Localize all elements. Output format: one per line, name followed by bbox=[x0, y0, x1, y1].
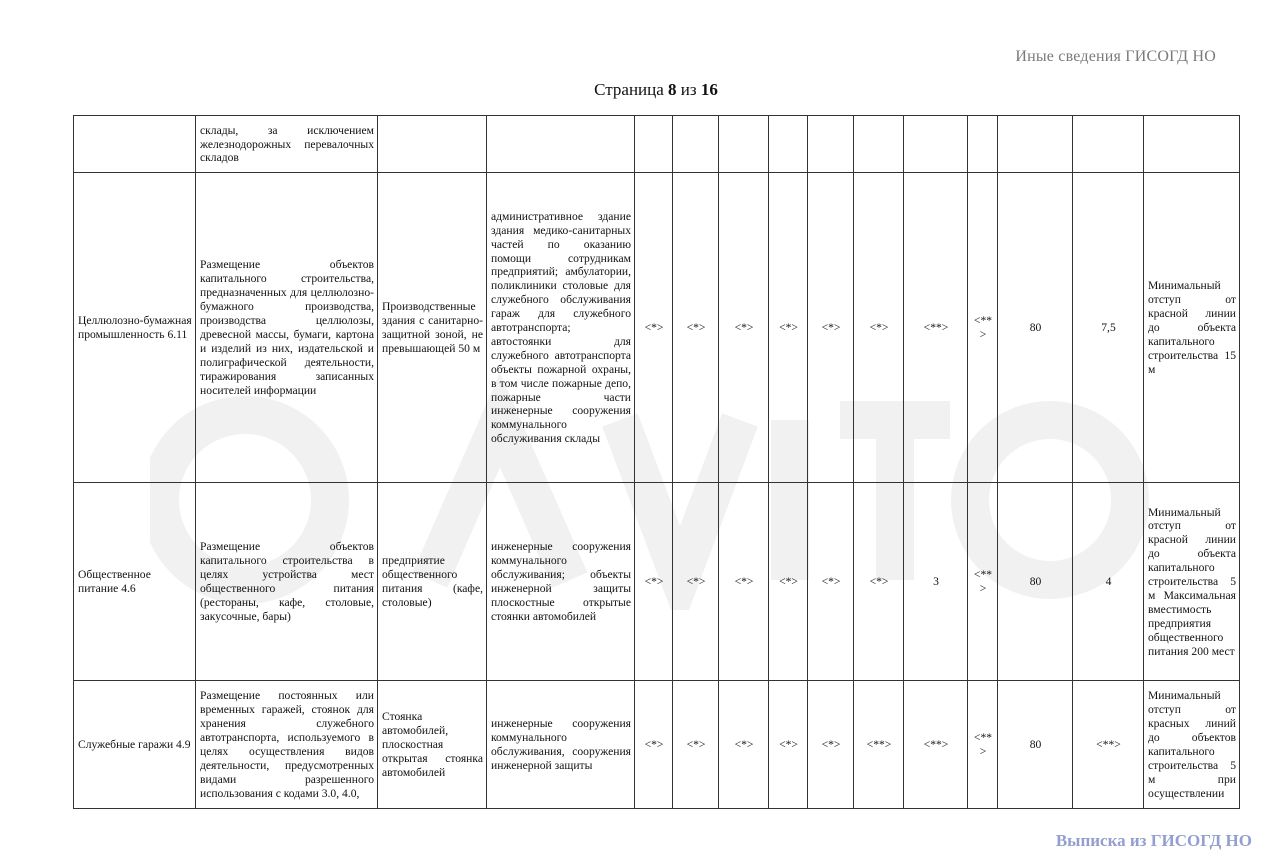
page-total: 16 bbox=[700, 80, 718, 99]
table-row bbox=[74, 681, 1240, 809]
cell-param-8 bbox=[968, 116, 998, 173]
cell-use-name: Целлюлозно-бумажная промышленность 6.11 bbox=[74, 173, 196, 483]
zoning-table bbox=[73, 115, 1240, 809]
cell-param-5: <*> bbox=[808, 173, 854, 483]
cell-param-3: <*> bbox=[719, 173, 769, 483]
cell-restriction: Минимальный отступ от красной линии до объекта капитального строительства 15 м bbox=[1144, 173, 1240, 483]
cell-restriction: Минимальный отступ от красных линий до объектов капитального строительства 5 м при осуществлении bbox=[1144, 681, 1240, 809]
cell-use-name: Служебные гаражи 4.9 bbox=[74, 681, 196, 809]
page-sep: из bbox=[680, 80, 697, 99]
cell-main-use bbox=[378, 116, 487, 173]
cell-param-10: <**> bbox=[1073, 681, 1144, 809]
cell-use-description: Размещение объектов капитального строительства, предназначенных для целлюлозно-бумажного производства, производства целлюлозы, древесной массы, бумаги, картона и изделий из них, издательской и полиграфической деятельности, тиражирования записанных носителей информации bbox=[196, 173, 378, 483]
cell-param-4: <*> bbox=[769, 483, 808, 681]
cell-param-4 bbox=[769, 116, 808, 173]
cell-param-2: <*> bbox=[673, 681, 719, 809]
cell-param-9: 80 bbox=[998, 173, 1073, 483]
page-indicator bbox=[0, 80, 1280, 100]
cell-param-6: <*> bbox=[854, 173, 904, 483]
cell-aux-use: инженерные сооружения коммунального обслуживания; объекты инженерной защиты плоскостные открытые стоянки автомобилей bbox=[487, 483, 635, 681]
cell-param-8: <** > bbox=[968, 173, 998, 483]
table-row bbox=[74, 173, 1240, 483]
cell-param-4: <*> bbox=[769, 173, 808, 483]
cell-param-1: <*> bbox=[635, 483, 673, 681]
table-row bbox=[74, 116, 1240, 173]
cell-param-9: 80 bbox=[998, 681, 1073, 809]
cell-param-5 bbox=[808, 116, 854, 173]
cell-param-10: 4 bbox=[1073, 483, 1144, 681]
cell-param-7: <**> bbox=[904, 173, 968, 483]
cell-param-9: 80 bbox=[998, 483, 1073, 681]
table-row bbox=[74, 483, 1240, 681]
cell-use-description: Размещение объектов капитального строительства в целях устройства мест общественного питания (рестораны, кафе, столовые, закусочные, бары) bbox=[196, 483, 378, 681]
cell-use-name: Общественное питание 4.6 bbox=[74, 483, 196, 681]
cell-main-use: предприятие общественного питания (кафе, столовые) bbox=[378, 483, 487, 681]
cell-param-3: <*> bbox=[719, 681, 769, 809]
cell-param-1: <*> bbox=[635, 681, 673, 809]
cell-main-use: Стоянка автомобилей, плоскостная открытая стоянка автомобилей bbox=[378, 681, 487, 809]
cell-param-8: <** > bbox=[968, 483, 998, 681]
cell-param-1 bbox=[635, 116, 673, 173]
cell-restriction bbox=[1144, 116, 1240, 173]
cell-param-7 bbox=[904, 116, 968, 173]
cell-use-description: Размещение постоянных или временных гаражей, стоянок для хранения служебного автотранспорта, используемого в целях осуществления видов деятельности, предусмотренных видами разрешенного использования с кодами 3.0, 4.0, bbox=[196, 681, 378, 809]
cell-param-4: <*> bbox=[769, 681, 808, 809]
header-note: Иные сведения ГИСОГД НО bbox=[1015, 48, 1216, 65]
cell-param-5: <*> bbox=[808, 483, 854, 681]
cell-param-6: <*> bbox=[854, 483, 904, 681]
cell-restriction: Минимальный отступ от красной линии до объекта капитального строительства 5 м Максимальная вместимость предприятия общественного питания 200 мест bbox=[1144, 483, 1240, 681]
cell-param-9 bbox=[998, 116, 1073, 173]
cell-param-7: <**> bbox=[904, 681, 968, 809]
footer-stamp: Выписка из ГИСОГД НО bbox=[1055, 831, 1252, 850]
cell-param-3: <*> bbox=[719, 483, 769, 681]
cell-param-5: <*> bbox=[808, 681, 854, 809]
cell-param-3 bbox=[719, 116, 769, 173]
cell-param-6: <**> bbox=[854, 681, 904, 809]
cell-param-2: <*> bbox=[673, 173, 719, 483]
cell-aux-use bbox=[487, 116, 635, 173]
cell-param-2: <*> bbox=[673, 483, 719, 681]
page-current: 8 bbox=[668, 80, 677, 99]
cell-use-name bbox=[74, 116, 196, 173]
cell-param-7: 3 bbox=[904, 483, 968, 681]
cell-param-2 bbox=[673, 116, 719, 173]
cell-param-8: <** > bbox=[968, 681, 998, 809]
cell-param-1: <*> bbox=[635, 173, 673, 483]
cell-param-10 bbox=[1073, 116, 1144, 173]
cell-param-6 bbox=[854, 116, 904, 173]
cell-aux-use: инженерные сооружения коммунального обслуживания, сооружения инженерной защиты bbox=[487, 681, 635, 809]
cell-main-use: Производственные здания с санитарно-защитной зоной, не превышающей 50 м bbox=[378, 173, 487, 483]
cell-param-10: 7,5 bbox=[1073, 173, 1144, 483]
page-word: Страница bbox=[594, 80, 664, 99]
cell-use-description: склады, за исключением железнодорожных перевалочных складов bbox=[196, 116, 378, 173]
cell-aux-use: административное здание здания медико-санитарных частей по оказанию помощи сотрудникам предприятий; амбулатории, поликлиники столовые для служебного обслуживания гараж для служебного автотранспорта; автостоянки для служебного автотранспорта объекты пожарной охраны, в том числе пожарные депо, пожарные части инженерные сооружения коммунального обслуживания склады bbox=[487, 173, 635, 483]
